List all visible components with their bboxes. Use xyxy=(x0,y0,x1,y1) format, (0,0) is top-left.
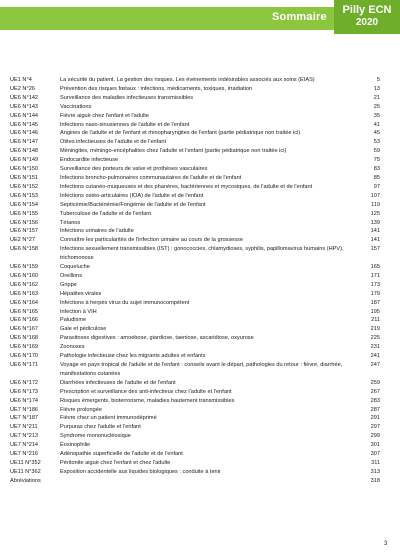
toc-item-title: Zoonoses xyxy=(60,344,85,351)
toc-item-code: UE11 N°362 xyxy=(10,468,41,475)
toc-item-title: Pathologie infectieuse chez les migrants adultes et enfants xyxy=(60,353,206,360)
toc-row xyxy=(10,210,380,219)
toc-item-code: UE6 N°157 xyxy=(10,228,39,235)
toc-row xyxy=(10,192,380,201)
toc-item-page: 267 xyxy=(370,388,380,395)
toc-item-page: 187 xyxy=(370,299,380,306)
toc-item-title: Tétanos xyxy=(60,219,81,226)
toc-item-page: 5 xyxy=(376,77,380,83)
toc-item-title: Exposition accidentelle aux liquides biologiques : conduite à tenir xyxy=(60,468,221,475)
toc-item-code: UE6 N°144 xyxy=(10,112,39,119)
page-title: Sommaire xyxy=(272,11,327,23)
toc-item-page: 231 xyxy=(370,344,380,351)
toc-item-page: 287 xyxy=(370,406,380,413)
toc-item-title: Purpuras chez l'adulte et l'enfant xyxy=(60,424,141,431)
toc-item-code: UE6 N°163 xyxy=(10,290,39,297)
toc-row xyxy=(10,406,380,415)
toc-item-title: Diarrhées infectieuses de l'adulte et de l'enfant xyxy=(60,379,176,386)
toc-row xyxy=(10,103,380,112)
toc-item-page: 247 xyxy=(370,362,380,368)
brand-year: 2020 xyxy=(355,17,379,28)
toc-item-page: 318 xyxy=(370,477,380,484)
brand-name: Pilly ECN xyxy=(342,4,392,16)
toc-item-page: 25 xyxy=(373,103,380,110)
toc-item-code: UE6 N°152 xyxy=(10,183,39,190)
toc-item-title: La sécurité du patient. La gestion des risques. Les événements indésirables associés aux soins (EIAS) xyxy=(60,77,315,83)
toc-item-code: UE7 N°213 xyxy=(10,433,39,440)
toc-row xyxy=(10,138,380,147)
toc-item-code: UE6 N°162 xyxy=(10,281,39,288)
toc-row xyxy=(10,397,380,406)
toc-item-code: UE7 N°216 xyxy=(10,451,39,458)
toc-row xyxy=(10,76,380,85)
toc-row xyxy=(10,388,380,397)
toc-row xyxy=(10,245,380,263)
toc-item-page: 107 xyxy=(370,192,380,199)
toc-row xyxy=(10,121,380,130)
toc-item-code: UE7 N°187 xyxy=(10,415,39,422)
toc-row xyxy=(10,147,380,156)
toc-item-code: UE6 N°166 xyxy=(10,317,39,324)
toc-item-title: Fièvre prolongée xyxy=(60,406,102,413)
toc-item-code: UE6 N°159 xyxy=(10,264,39,271)
toc-item-title: Éosinophilie xyxy=(60,442,91,449)
page-header xyxy=(0,0,400,34)
toc-item-title: Infections urinaires de l'adulte xyxy=(60,228,134,235)
toc-row xyxy=(10,156,380,165)
toc-item-code: UE6 N°172 xyxy=(10,379,39,386)
toc-item-code: UE6 N°145 xyxy=(10,121,39,128)
toc-row xyxy=(10,112,380,121)
toc-item-code: UE6 N°155 xyxy=(10,210,39,217)
toc-row xyxy=(10,459,380,468)
toc-row xyxy=(10,227,380,236)
toc-row xyxy=(10,272,380,281)
toc-item-title: Angines de l'adulte et de l'enfant et rhinopharyngites de l'enfant (partie pédiatrique non traitée ici) xyxy=(60,130,301,137)
toc-row xyxy=(10,414,380,423)
toc-item-title: Grippe xyxy=(60,281,77,288)
toc-row xyxy=(10,85,380,94)
toc-item-title: Infections ostéo-articulaires (IOA) de l'adulte et de l'enfant xyxy=(60,192,204,199)
toc-item-page: 225 xyxy=(370,335,380,342)
toc-item-title: Paludisme xyxy=(60,317,87,324)
toc-item-page: 179 xyxy=(370,290,380,297)
toc-item-page: 125 xyxy=(370,210,380,217)
toc-item-title: Fièvre aiguë chez l'enfant et l'adulte xyxy=(60,112,149,119)
toc-item-code: UE6 N°146 xyxy=(10,130,39,137)
toc-item-title: Adénopathie superficielle de l'adulte et de l'enfant xyxy=(60,451,183,458)
toc-row xyxy=(10,325,380,334)
toc-item-code: UE6 N°160 xyxy=(10,272,39,279)
toc-row xyxy=(10,361,380,379)
toc-item-page: 307 xyxy=(370,451,380,458)
toc-item-page: 75 xyxy=(373,157,380,164)
toc-item-page: 139 xyxy=(370,219,380,226)
toc-item-page: 241 xyxy=(370,353,380,360)
toc-item-page: 45 xyxy=(373,130,380,137)
toc-item-page: 119 xyxy=(371,201,380,208)
toc-item-code: UE6 N°154 xyxy=(10,201,39,208)
toc-item-code: UE2 N°27 xyxy=(10,237,35,244)
toc-item-page: 173 xyxy=(370,281,380,288)
toc-item-code: UE6 N°173 xyxy=(10,388,39,395)
toc-item-title: Hépatites virales xyxy=(60,290,102,297)
toc-item-page: 219 xyxy=(370,326,380,333)
toc-item-title: Gale et pédiculose xyxy=(60,326,107,333)
toc-item-page: 83 xyxy=(373,166,380,173)
toc-item-page: 59 xyxy=(373,148,380,155)
toc-item-code: UE7 N°211 xyxy=(10,424,38,431)
toc-item-page: 297 xyxy=(370,424,380,431)
toc-item-code: UE6 N°167 xyxy=(10,326,39,333)
toc-item-page: 291 xyxy=(370,415,380,422)
toc-item-code: UE6 N°170 xyxy=(10,353,39,360)
toc-item-code: UE11 N°352 xyxy=(10,459,41,466)
toc-item-title: Prescription et surveillance des anti-infectieux chez l'adulte et l'enfant xyxy=(60,388,232,395)
toc-row xyxy=(10,423,380,432)
toc-row xyxy=(10,290,380,299)
toc-item-code: UE6 N°158 xyxy=(10,246,39,253)
toc-item-title: Péritonite aiguë chez l'enfant et chez l'adulte xyxy=(60,459,171,466)
toc-item-title: Méningites, méningo-encéphalites chez l'adulte et l'enfant (partie pédiatrique non traitée ici) xyxy=(60,148,287,155)
toc-item-code: UE6 N°165 xyxy=(10,308,39,315)
toc-item-code: UE6 N°142 xyxy=(10,94,39,101)
toc-row xyxy=(10,379,380,388)
toc-item-code: UE6 N°143 xyxy=(10,103,39,110)
toc-item-title: Tuberculose de l'adulte et de l'enfant xyxy=(60,210,151,217)
toc-item-page: 41 xyxy=(373,121,380,128)
toc-row xyxy=(10,281,380,290)
toc-item-code: UE6 N°151 xyxy=(10,174,39,181)
toc-row xyxy=(10,174,380,183)
toc-item-title: Septicémie/Bactériémie/Fongémie de l'adulte et de l'enfant xyxy=(60,201,206,208)
toc-item-title: Endocardite infectieuse xyxy=(60,157,119,164)
toc-item-code: UE1 N°4 xyxy=(10,77,32,83)
toc-item-code: UE6 N°169 xyxy=(10,344,39,351)
toc-item-page: 313 xyxy=(370,468,380,475)
toc-row xyxy=(10,334,380,343)
toc-item-title: Voyage en pays tropical de l'adulte et de l'enfant : conseils avant le départ, pathologies du retour : fièvre, diarrhée, manifestations cutanées xyxy=(60,362,343,377)
toc-item-code: UE6 N°150 xyxy=(10,166,39,173)
toc-item-title: Prévention des risques fœtaux : infections, médicaments, toxiques, irradiation xyxy=(60,85,253,92)
toc-row xyxy=(10,236,380,245)
toc-item-title: Infections cutanéo-muqueuses et des phanères, bactériennes et mycosiques, de l'adulte et de l'enfant xyxy=(60,183,313,190)
toc-item-code: UE6 N°164 xyxy=(10,299,39,306)
toc-item-code: UE6 N°171 xyxy=(10,362,39,368)
toc-row xyxy=(10,308,380,317)
toc-item-page: 85 xyxy=(373,174,380,181)
toc-item-title: Infections naso-sinusiennes de l'adulte et de l'enfant xyxy=(60,121,190,128)
toc-item-title: Infections à herpès virus du sujet immunocompétent xyxy=(60,299,190,306)
toc-item-code: UE6 N°168 xyxy=(10,335,39,342)
table-of-contents xyxy=(10,76,380,486)
toc-item-page: 171 xyxy=(370,272,380,279)
toc-row xyxy=(10,343,380,352)
toc-row xyxy=(10,432,380,441)
toc-item-code: UE6 N°156 xyxy=(10,219,39,226)
toc-item-page: 311 xyxy=(371,459,380,466)
toc-item-page: 211 xyxy=(371,317,380,324)
toc-item-code: UE7 N°186 xyxy=(10,406,39,413)
toc-item-page: 299 xyxy=(370,433,380,440)
toc-item-page: 259 xyxy=(370,379,380,386)
toc-item-title: Syndrome mononucléosique xyxy=(60,433,131,440)
toc-item-title: Risques émergents, bioterrorisme, maladies hautement transmissibles xyxy=(60,397,235,404)
toc-item-code: Abréviations xyxy=(10,477,41,484)
toc-item-page: 301 xyxy=(370,442,380,449)
toc-row xyxy=(10,263,380,272)
toc-item-code: UE6 N°153 xyxy=(10,192,39,199)
toc-item-code: UE6 N°148 xyxy=(10,148,39,155)
toc-row xyxy=(10,441,380,450)
toc-row xyxy=(10,129,380,138)
toc-item-page: 13 xyxy=(373,85,380,92)
toc-row xyxy=(10,183,380,192)
toc-item-code: UE6 N°147 xyxy=(10,139,39,146)
page-number: 3 xyxy=(384,541,388,547)
toc-item-title: Oreillons xyxy=(60,272,83,279)
toc-row xyxy=(10,352,380,361)
toc-item-title: Infections broncho-pulmonaires communautaires de l'adulte et de l'enfant xyxy=(60,174,242,181)
toc-item-title: Vaccinations xyxy=(60,103,92,110)
toc-item-code: UE7 N°214 xyxy=(10,442,39,449)
toc-item-title: Surveillance des maladies infectieuses transmissibles xyxy=(60,94,194,101)
toc-item-page: 35 xyxy=(373,112,380,119)
toc-item-page: 53 xyxy=(373,139,380,146)
toc-row xyxy=(10,450,380,459)
toc-item-page: 165 xyxy=(370,264,380,271)
toc-item-title: Infections sexuellement transmissibles (IST) : gonococcies, chlamydioses, syphilis, papillomavirus humains (HPV), trichomonose xyxy=(60,246,344,262)
toc-row xyxy=(10,477,380,486)
toc-row xyxy=(10,165,380,174)
toc-item-page: 141 xyxy=(370,237,380,244)
toc-row xyxy=(10,316,380,325)
toc-item-page: 157 xyxy=(370,246,380,253)
toc-item-page: 195 xyxy=(370,308,380,315)
toc-item-code: UE6 N°149 xyxy=(10,157,39,164)
toc-item-title: Connaître les particularités de l'infection urinaire au cours de la grossesse xyxy=(60,237,243,244)
toc-item-code: UE6 N°174 xyxy=(10,397,39,404)
toc-row xyxy=(10,468,380,477)
toc-item-page: 97 xyxy=(373,183,380,190)
toc-item-title: Infection à VIH xyxy=(60,308,97,315)
toc-row xyxy=(10,299,380,308)
toc-item-page: 21 xyxy=(373,94,380,101)
toc-row xyxy=(10,94,380,103)
brand-box xyxy=(334,0,400,34)
toc-item-title: Otites infectieuses de l'adulte et de l'enfant xyxy=(60,139,166,146)
toc-item-title: Coqueluche xyxy=(60,264,90,271)
toc-item-title: Parasitoses digestives : amoebose, giardiose, taeniose, ascaridiose, oxyurose xyxy=(60,335,254,342)
toc-item-title: Surveillance des porteurs de valve et prothèses vasculaires xyxy=(60,166,208,173)
toc-row xyxy=(10,201,380,210)
toc-item-title: Fièvre chez un patient immunodéprimé xyxy=(60,415,157,422)
toc-row xyxy=(10,219,380,228)
toc-item-code: UE2 N°26 xyxy=(10,85,35,92)
toc-item-page: 283 xyxy=(370,397,380,404)
toc-item-page: 141 xyxy=(370,228,380,235)
